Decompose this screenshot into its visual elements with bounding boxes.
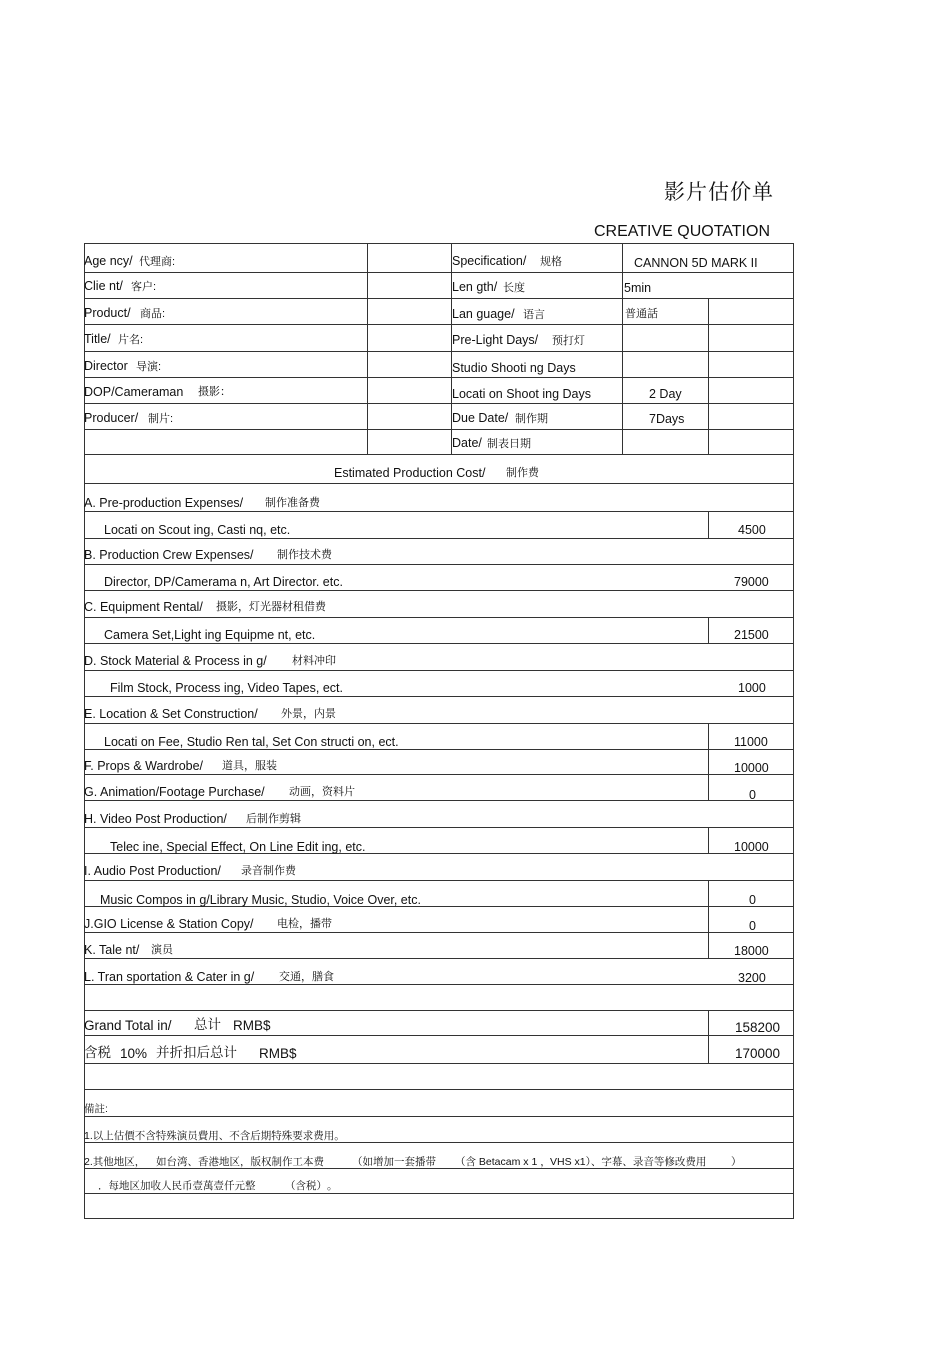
- note-line-3: （含税）: [285, 1180, 327, 1192]
- dop-label: DOP/Cameraman: [84, 385, 184, 399]
- table-rule: [84, 800, 794, 801]
- table-rule: [708, 906, 709, 932]
- table-rule: [84, 1089, 794, 1090]
- note-line-2: 如台湾、香港地区，版权制作工本费: [156, 1156, 324, 1168]
- section-heading-cn: 演员: [151, 944, 173, 956]
- note-line-3: ．每地区加收人民币壹萬壹仟元整: [98, 1180, 256, 1192]
- grand-total-label: Grand Total in/: [84, 1018, 172, 1033]
- table-rule: [84, 827, 794, 828]
- section-heading: A. Pre-production Expenses/: [84, 496, 244, 510]
- table-rule: [84, 454, 794, 455]
- table-rule: [84, 617, 794, 618]
- tax-total-desc: 并折扣后总计: [156, 1045, 237, 1060]
- section-heading: J.GIO License & Station Copy/: [84, 917, 254, 931]
- section-amount: 10000: [734, 840, 769, 854]
- notes-heading: 備註:: [84, 1103, 108, 1115]
- table-rule: [708, 1010, 709, 1035]
- length-value: 5min: [624, 281, 652, 295]
- cost-header-cn: 制作费: [506, 467, 539, 479]
- studio-days-label: Studio Shooti ng Days: [452, 361, 576, 375]
- table-rule: [84, 564, 794, 565]
- tax-total-label-cn: 含税: [84, 1045, 111, 1060]
- table-rule: [84, 1193, 794, 1194]
- table-rule: [84, 590, 794, 591]
- producer-label: Producer/: [84, 411, 139, 425]
- section-heading: L. Tran sportation & Cater in g/: [84, 970, 255, 984]
- section-heading: B. Production Crew Expenses/: [84, 548, 254, 562]
- director-label: Director: [84, 359, 128, 373]
- dop-label-cn: 摄影：: [198, 386, 231, 398]
- product-label-cn: 商品:: [140, 308, 166, 320]
- note-line-2: （如增加一套播带: [352, 1156, 436, 1168]
- note-line-2: （含 Betacam x 1 ，: [455, 1156, 551, 1168]
- table-rule: [708, 827, 709, 853]
- due-date-label: Due Date/: [452, 411, 509, 425]
- due-date-value: 7Days: [649, 412, 685, 426]
- client-label-cn: 客户:: [131, 281, 157, 293]
- tax-total-amount: 170000: [735, 1046, 781, 1061]
- section-heading: K. Tale nt/: [84, 943, 140, 957]
- document-title-en: CREATIVE QUOTATION: [593, 223, 770, 240]
- language-label-cn: 语言: [523, 309, 545, 321]
- section-heading: F. Props & Wardrobe/: [84, 759, 204, 773]
- section-heading-cn: 制作准备费: [265, 497, 320, 509]
- language-label: Lan guage/: [452, 307, 515, 321]
- section-amount: 4500: [738, 523, 766, 537]
- table-rule: [84, 696, 794, 697]
- section-heading-cn: 后制作剪辑: [246, 813, 301, 825]
- section-amount: 18000: [734, 944, 769, 958]
- grand-total-label-cn: 总计: [194, 1017, 221, 1032]
- section-detail: Film Stock, Process ing, Video Tapes, ect.: [110, 681, 343, 695]
- agency-label-cn: 代理商:: [139, 256, 176, 268]
- table-rule: [84, 984, 794, 985]
- note-line-2: VHS x1）、字幕、录音等修改费用: [550, 1156, 707, 1168]
- table-rule: [84, 1010, 794, 1011]
- section-heading-cn: 动画，资料片: [289, 786, 355, 798]
- section-amount: 3200: [738, 971, 766, 985]
- table-rule: [84, 774, 794, 775]
- length-label-cn: 长度: [503, 282, 525, 294]
- section-amount: 21500: [734, 628, 769, 642]
- table-rule: [84, 538, 794, 539]
- note-line-1: 1.以上估價不含特殊演员費用、不含后期特殊要求费用。: [84, 1130, 345, 1142]
- location-days-value: 2 Day: [649, 387, 682, 401]
- section-amount: 0: [749, 788, 756, 802]
- prelight-label: Pre-Light Days/: [452, 333, 539, 347]
- section-detail: Camera Set,Light ing Equipme nt, etc.: [104, 628, 316, 642]
- table-rule: [367, 243, 368, 454]
- table-rule: [84, 1116, 794, 1117]
- note-line-2: ）: [731, 1156, 742, 1168]
- table-rule: [84, 1063, 794, 1064]
- section-amount: 11000: [734, 735, 768, 749]
- table-rule: [84, 351, 794, 352]
- section-heading-cn: 录音制作费: [241, 865, 296, 877]
- table-rule: [84, 749, 794, 750]
- section-amount: 79000: [734, 575, 769, 589]
- table-rule: [708, 1035, 709, 1063]
- table-rule: [84, 272, 794, 273]
- table-rule: [84, 643, 794, 644]
- section-heading-cn: 外景，内景: [281, 708, 336, 720]
- table-rule: [84, 483, 794, 484]
- table-rule: [84, 1218, 794, 1219]
- table-rule: [84, 324, 794, 325]
- section-heading-cn: 交通，膳食: [279, 971, 334, 983]
- grand-total-currency: RMB$: [233, 1018, 271, 1033]
- date-label-cn: 制表日期: [487, 438, 531, 450]
- table-rule: [84, 1035, 794, 1036]
- document-title-cn: 影片估价单: [664, 180, 774, 204]
- table-rule: [84, 670, 794, 671]
- table-rule: [622, 243, 623, 454]
- section-heading: I. Audio Post Production/: [84, 864, 221, 878]
- section-amount: 1000: [738, 681, 766, 695]
- section-heading-cn: 电检，播带: [277, 918, 332, 930]
- section-detail: Locati on Fee, Studio Ren tal, Set Con structi on, ect.: [104, 735, 399, 749]
- table-rule: [84, 243, 794, 244]
- client-label: Clie nt/: [84, 279, 123, 293]
- quotation-table: [84, 243, 794, 1219]
- table-rule: [708, 880, 709, 906]
- section-heading: E. Location & Set Construction/: [84, 707, 258, 721]
- table-rule: [84, 880, 794, 881]
- section-amount: 0: [749, 893, 756, 907]
- section-detail: Locati on Scout ing, Casti nq, etc.: [104, 523, 291, 537]
- section-heading: C. Equipment Rental/: [84, 600, 203, 614]
- director-label-cn: 导演:: [136, 361, 162, 373]
- table-rule: [84, 298, 794, 299]
- table-rule: [793, 243, 794, 1219]
- section-heading-cn: 制作技术费: [277, 549, 332, 561]
- location-days-label: Locati on Shoot ing Days: [452, 387, 591, 401]
- section-heading: G. Animation/Footage Purchase/: [84, 785, 265, 799]
- length-label: Len gth/: [452, 280, 498, 294]
- section-detail: Music Compos in g/Library Music, Studio, Voice Over, etc.: [100, 893, 421, 907]
- grand-total-amount: 158200: [735, 1020, 781, 1035]
- section-heading-cn: 道具，服装: [222, 760, 277, 772]
- tax-total-rate: 10%: [120, 1046, 148, 1061]
- section-detail: Director, DP/Camerama n, Art Director. etc.: [104, 575, 343, 589]
- table-rule: [708, 932, 709, 958]
- tax-total-currency: RMB$: [259, 1046, 297, 1061]
- table-rule: [708, 617, 709, 643]
- section-heading-cn: 材料冲印: [292, 655, 336, 667]
- specification-label-cn: 规格: [540, 256, 562, 268]
- section-heading: H. Video Post Production/: [84, 812, 227, 826]
- specification-value: CANNON 5D MARK II: [634, 256, 758, 270]
- table-rule: [84, 403, 794, 404]
- producer-label-cn: 制片:: [148, 413, 174, 425]
- title-label: Title/: [84, 332, 111, 346]
- product-label: Product/: [84, 306, 131, 320]
- section-amount: 10000: [734, 761, 769, 775]
- table-rule: [84, 377, 794, 378]
- table-rule: [708, 723, 709, 774]
- table-rule: [708, 298, 709, 454]
- note-line-2: 2.其他地区，: [84, 1156, 146, 1168]
- prelight-label-cn: 预打灯: [552, 335, 585, 347]
- cost-header: Estimated Production Cost/: [334, 466, 486, 480]
- note-line-3: 。: [327, 1180, 338, 1192]
- title-label-cn: 片名:: [118, 334, 144, 346]
- section-heading: D. Stock Material & Process in g/: [84, 654, 267, 668]
- table-rule: [84, 429, 794, 430]
- table-rule: [708, 511, 709, 538]
- date-label: Date/: [452, 436, 482, 450]
- table-rule: [84, 958, 794, 959]
- language-value: 普通話: [625, 308, 658, 320]
- due-date-label-cn: 制作期: [515, 413, 548, 425]
- section-amount: 0: [749, 919, 756, 933]
- section-heading-cn: 摄影，灯光器材租借费: [216, 601, 326, 613]
- table-rule: [84, 932, 794, 933]
- section-detail: Telec ine, Special Effect, On Line Edit ing, etc.: [110, 840, 366, 854]
- table-rule: [708, 774, 709, 800]
- agency-label: Age ncy/: [84, 254, 133, 268]
- table-rule: [84, 511, 794, 512]
- specification-label: Specification/: [452, 254, 527, 268]
- table-rule: [84, 723, 794, 724]
